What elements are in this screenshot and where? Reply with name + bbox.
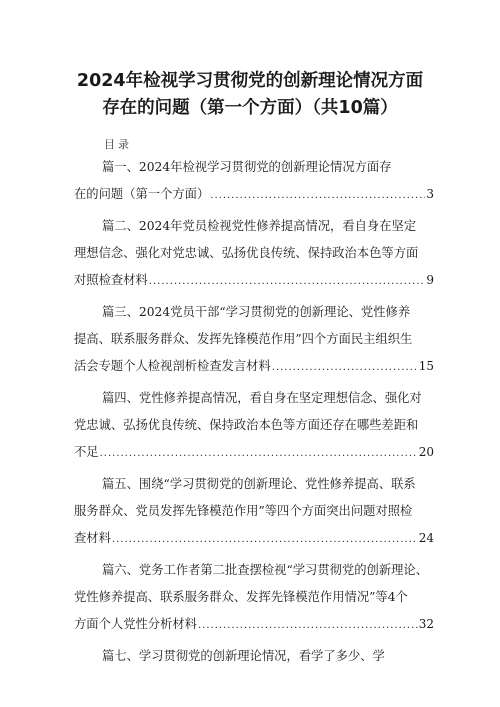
toc-entry-last-line (74, 353, 434, 380)
toc-leader-dots (100, 440, 418, 466)
toc-entry[interactable] (74, 213, 434, 294)
toc-page-number: 3 (426, 187, 434, 201)
toc-entry-last-line (74, 439, 434, 466)
toc-entry-last-line (74, 611, 434, 638)
toc-entry-last-line (74, 525, 434, 552)
toc-page-number: 24 (418, 531, 434, 545)
toc-entry-text: 活会专题个人检视剖析检查发言材料 (74, 359, 271, 373)
toc-entry-text: 篇四、党性修养提高情况，看自身在坚定理想信念、强化对 (102, 391, 422, 405)
toc-entry-text: 篇六、党务工作者第二批查摆检视“学习贯彻党的创新理论、 (102, 563, 429, 577)
toc-entry-text: 篇一、2024年检视学习贯彻党的创新理论情况方面存 (102, 160, 392, 174)
toc-entry-text: 篇七、学习贯彻党的创新理论情况，看学了多少、学 (102, 649, 385, 663)
toc-page-number: 15 (418, 359, 434, 373)
toc-entry-text: 对照检查材料 (74, 273, 148, 287)
toc-leader-dots (210, 182, 425, 208)
toc-entry-text: 篇三、2024党员干部“学习贯彻党的创新理论、党性修养 (102, 305, 411, 319)
title-line-2: 存在的问题（第一个方面）（共10篇） (102, 98, 398, 118)
toc-entry-text: 在的问题（第一个方面） (74, 187, 210, 201)
toc-leader-dots (112, 526, 418, 552)
toc-entry-text: 党忠诚、弘扬优良传统、保持政治本色等方面还存在哪些差距和 (74, 418, 419, 432)
toc-leader-dots (149, 268, 426, 294)
toc-entry-text: 篇二、2024年党员检视党性修养提高情况，看自身在坚定 (102, 219, 417, 233)
toc-entry[interactable] (74, 385, 434, 466)
toc-entry-last-line (74, 181, 434, 208)
toc-entry[interactable] (74, 557, 434, 638)
toc-entry-text: 提高、联系服务群众、发挥先锋模范作用”四个方面民主组织生 (74, 332, 413, 346)
toc-entry-text: 党性修养提高、联系服务群众、发挥先锋模范作用情况”等4个 (74, 590, 408, 604)
title-line-1: 2024年检视学习贯彻党的创新理论情况方面 (76, 71, 424, 91)
toc-entry[interactable] (74, 154, 434, 208)
toc-entry[interactable] (74, 299, 434, 380)
toc-entry-text: 方面个人党性分析材料 (74, 617, 197, 631)
document-title (60, 68, 440, 122)
toc-leader-dots (272, 354, 418, 380)
toc-heading: 目录 (104, 138, 132, 151)
toc-entry[interactable] (74, 471, 434, 552)
toc-entry-text: 查材料 (74, 531, 111, 545)
toc-entry[interactable] (74, 643, 434, 670)
toc-entry-last-line (74, 267, 434, 294)
toc-list (74, 154, 434, 670)
toc-entry-text: 不足 (74, 445, 99, 459)
toc-entry-text: 篇五、围绕“学习贯彻党的创新理论、党性修养提高、联系 (102, 477, 416, 491)
toc-entry-text: 理想信念、强化对党忠诚、弘扬优良传统、保持政治本色等方面 (74, 246, 419, 260)
toc-page-number: 9 (426, 273, 434, 287)
toc-page-number: 20 (418, 445, 434, 459)
toc-entry-text: 服务群众、党员发挥先锋模范作用”等四个方面突出问题对照检 (74, 504, 413, 518)
toc-leader-dots (198, 612, 418, 638)
toc-page-number: 32 (418, 617, 434, 631)
